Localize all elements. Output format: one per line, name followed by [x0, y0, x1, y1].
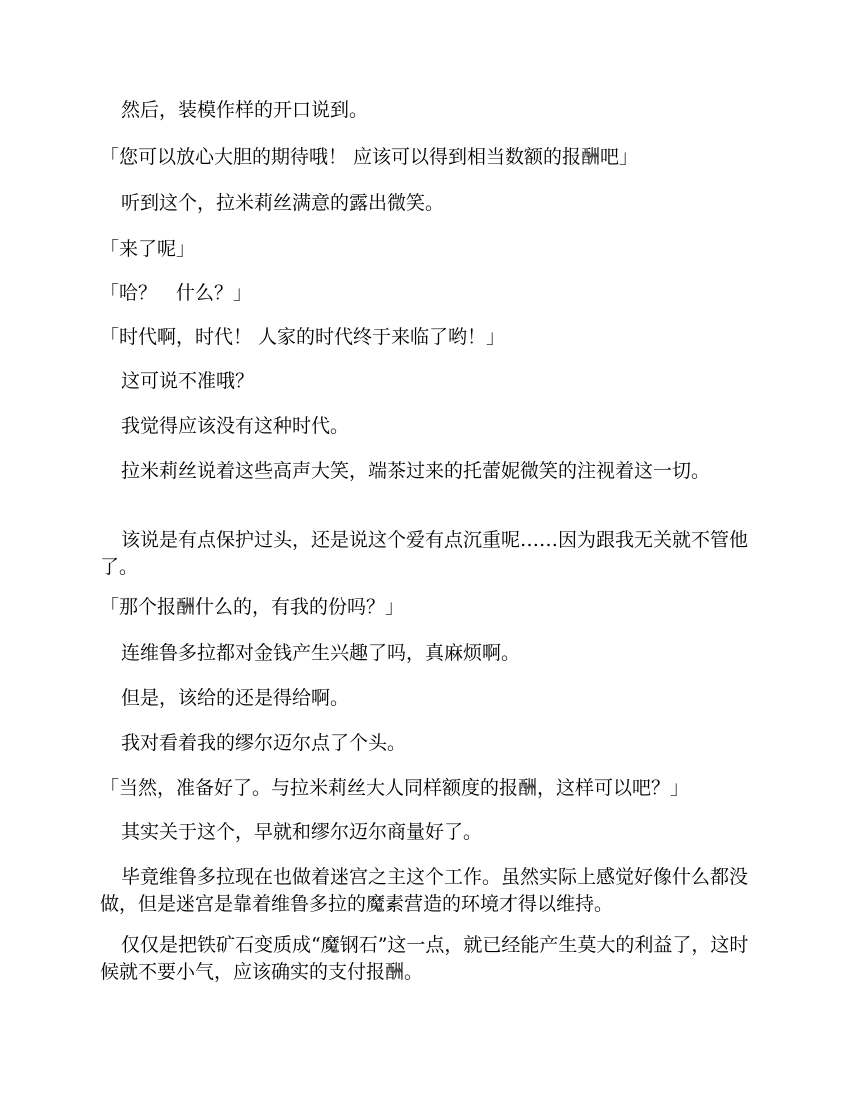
narration-paragraph: 这可说不准哦？: [121, 370, 255, 392]
narration-paragraph: 拉米莉丝说着这些高声大笑，端茶过来的托蕾妮微笑的注视着这一切。: [121, 460, 711, 482]
dialogue-paragraph: 「哈？ 什么？」: [100, 282, 253, 304]
dialogue-paragraph: 「您可以放心大胆的期待哦！ 应该可以得到相当数额的报酬吧」: [100, 146, 639, 168]
dialogue-paragraph: 「当然，准备好了。与拉米莉丝大人同样额度的报酬，这样可以吧？」: [100, 777, 690, 799]
narration-paragraph: 连维鲁多拉都对金钱产生兴趣了吗，真麻烦啊。: [121, 642, 521, 664]
narration-paragraph: 但是，该给的还是得给啊。: [121, 687, 350, 709]
narration-paragraph: 仅仅是把铁矿石变质成“魔钢石”这一点，就已经能产生莫大的利益了，这时候就不要小气，应该确实的支付报酬。: [100, 934, 749, 983]
narration-paragraph: 该说是有点保护过头，还是说这个爱有点沉重呢……因为跟我无关就不管他了。: [100, 529, 749, 578]
narration-paragraph: 我觉得应该没有这种时代。: [121, 415, 350, 437]
narration-paragraph: 其实关于这个，早就和缪尔迈尔商量好了。: [121, 821, 483, 843]
dialogue-paragraph: 「来了呢」: [100, 238, 196, 260]
narration-paragraph: 毕竟维鲁多拉现在也做着迷宫之主这个工作。虽然实际上感觉好像什么都没做，但是迷宫是靠着维鲁多拉的魔素营造的环境才得以维持。: [100, 866, 749, 915]
narration-paragraph: 然后，装模作样的开口说到。: [121, 99, 369, 121]
narration-paragraph: 听到这个，拉米莉丝满意的露出微笑。: [121, 192, 445, 214]
dialogue-paragraph: 「那个报酬什么的，有我的份吗？」: [100, 596, 405, 618]
narration-paragraph: 我对看着我的缪尔迈尔点了个头。: [121, 732, 407, 754]
dialogue-paragraph: 「时代啊，时代！ 人家的时代终于来临了哟！」: [100, 326, 506, 348]
